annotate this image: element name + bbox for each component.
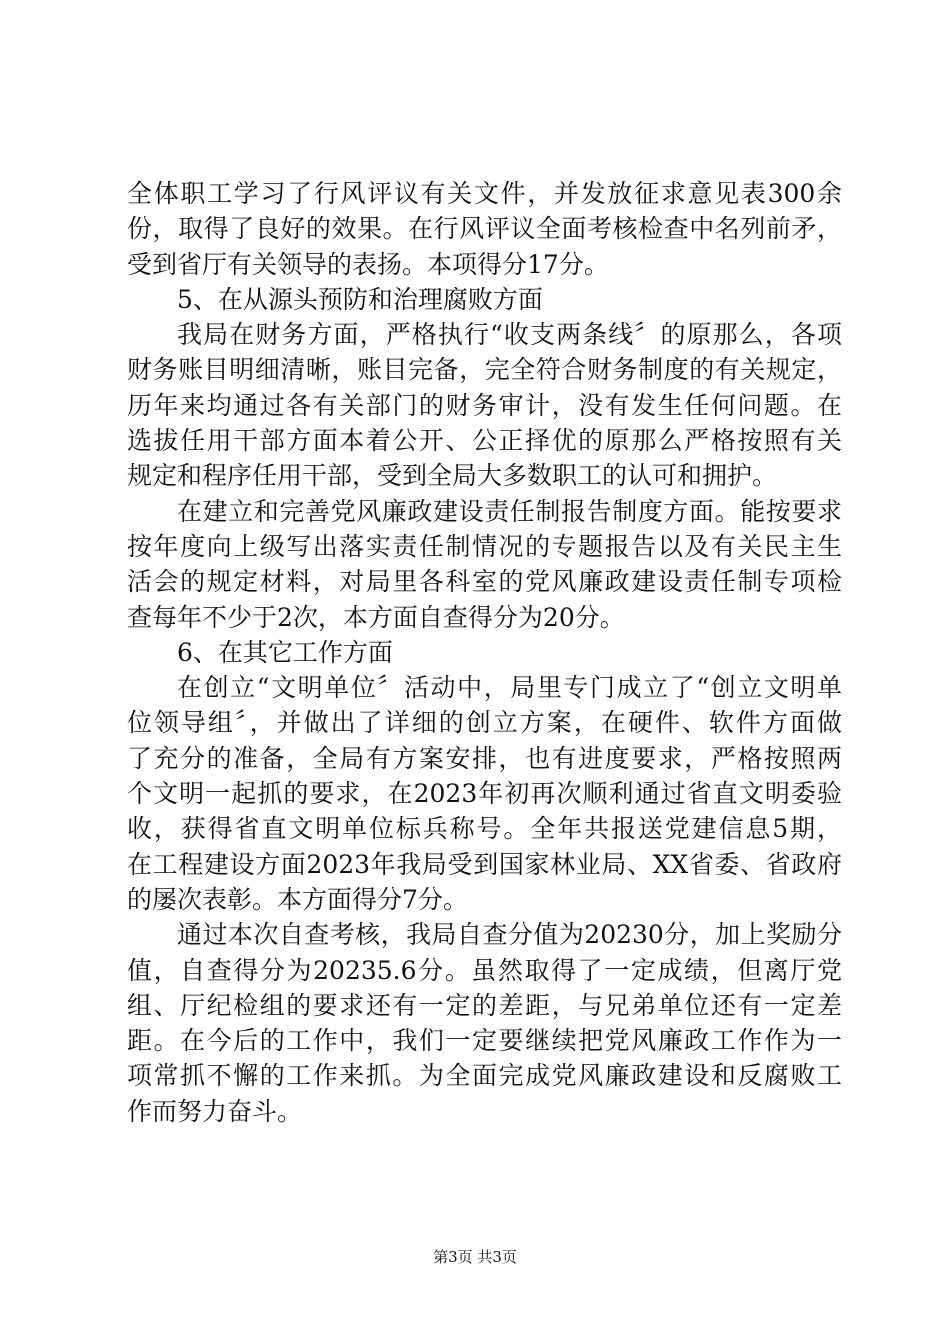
text-line: 受到省厅有关领导的表扬。本项得分17分。 <box>127 249 609 279</box>
text-line: 选拔任用干部方面本着公开、公正择优的原那么严格按照有关 <box>127 426 842 456</box>
page-footer <box>0 1247 950 1267</box>
text-line: 在建立和完善党风廉政建设责任制报告制度方面。能按要求 <box>177 496 842 526</box>
text-line: 的屡次表彰。本方面得分7分。 <box>127 884 468 914</box>
text-line: 项常抓不懈的工作来抓。为全面完成党风廉政建设和反腐败工 <box>127 1061 842 1091</box>
section-heading: 6、在其它工作方面 <box>177 637 393 667</box>
text-line: 个文明一起抓的要求，在2023年初再次顺利通过省直文明委验 <box>127 779 842 809</box>
document-body <box>127 176 842 1129</box>
section-heading: 5、在从源头预防和治理腐败方面 <box>177 284 543 314</box>
text-line: 历年来均通过各有关部门的财务审计，没有发生任何问题。在 <box>127 390 842 420</box>
text-line: 在创立“文明单位〞活动中，局里专门成立了“创立文明单 <box>177 673 842 703</box>
text-line: 查每年不少于2次，本方面自查得分为20分。 <box>127 602 625 632</box>
text-line: 份，取得了良好的效果。在行风评议全面考核检查中名列前矛， <box>127 214 842 244</box>
text-line: 了充分的准备，全局有方案安排，也有进度要求，严格按照两 <box>127 743 842 773</box>
text-line: 财务账目明细清晰，账目完备，完全符合财务制度的有关规定， <box>127 355 842 385</box>
text-line: 值，自查得分为20235.6分。虽然取得了一定成绩，但离厅党 <box>127 955 842 985</box>
text-line: 我局在财务方面，严格执行“收支两条线〞的原那么，各项 <box>177 320 842 350</box>
text-line: 作而努力奋斗。 <box>127 1096 303 1126</box>
text-line: 组、厅纪检组的要求还有一定的差距，与兄弟单位还有一定差 <box>127 990 842 1020</box>
text-line: 规定和程序任用干部，受到全局大多数职工的认可和拥护。 <box>127 461 778 491</box>
text-line: 位领导组〞，并做出了详细的创立方案，在硬件、软件方面做 <box>127 708 842 738</box>
text-line: 通过本次自查考核，我局自查分值为20230分，加上奖励分 <box>177 920 842 950</box>
text-line: 在工程建设方面2023年我局受到国家林业局、XX省委、省政府 <box>127 849 842 879</box>
text-line: 全体职工学习了行风评议有关文件，并发放征求意见表300余 <box>127 179 842 208</box>
page-number-label: 第3页 共3页 <box>433 1248 517 1266</box>
text-line: 活会的规定材料，对局里各科室的党风廉政建设责任制专项检 <box>127 567 842 597</box>
text-line: 收，获得省直文明单位标兵称号。全年共报送党建信息5期， <box>127 814 842 844</box>
text-line: 距。在今后的工作中，我们一定要继续把党风廉政工作作为一 <box>127 1026 842 1056</box>
text-line: 按年度向上级写出落实责任制情况的专题报告以及有关民主生 <box>127 531 842 561</box>
